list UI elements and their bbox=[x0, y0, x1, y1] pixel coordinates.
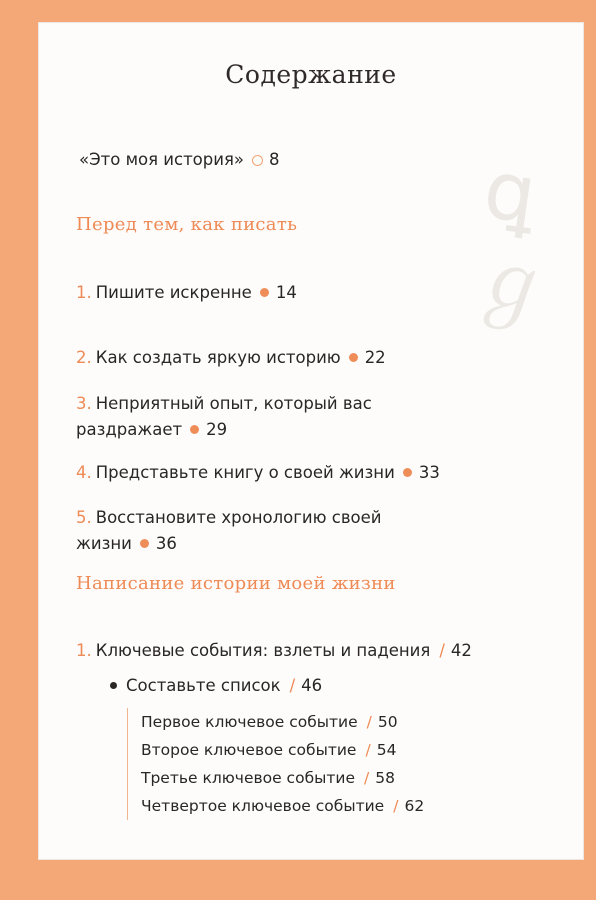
item-number: 1. bbox=[76, 641, 92, 660]
slash-separator-icon: / bbox=[289, 676, 296, 695]
item-number: 4. bbox=[76, 463, 92, 482]
nested-subitems bbox=[127, 708, 424, 820]
slash-separator-icon: / bbox=[365, 741, 371, 759]
slash-separator-icon: / bbox=[439, 641, 445, 660]
toc-item-1 bbox=[76, 280, 466, 306]
subsubitem-label: Первое ключевое событие bbox=[141, 713, 358, 731]
subsubitem-label: Второе ключевое событие bbox=[141, 741, 357, 759]
toc-subitem-make-list bbox=[110, 676, 322, 695]
slash-separator-icon: / bbox=[393, 797, 399, 815]
item-page: 33 bbox=[418, 463, 440, 482]
dot-bullet-icon bbox=[260, 288, 269, 297]
item-label: Пишите искренне bbox=[95, 283, 252, 302]
item-page: 14 bbox=[275, 283, 297, 302]
item-label-line-1: Неприятный опыт, который вас bbox=[95, 394, 372, 413]
section-heading-before-writing: Перед тем, как писать bbox=[76, 214, 298, 235]
dot-bullet-icon bbox=[403, 468, 412, 477]
page-title: Содержание bbox=[225, 60, 397, 89]
intro-label: «Это моя история» bbox=[79, 150, 244, 169]
item-page: 22 bbox=[364, 348, 386, 367]
subsubitem-page: 50 bbox=[377, 713, 398, 731]
toc-item-4 bbox=[76, 460, 466, 486]
book-page bbox=[38, 22, 584, 860]
item-label: Как создать яркую историю bbox=[95, 348, 341, 367]
subitem-label: Составьте список bbox=[126, 676, 281, 695]
slash-separator-icon: / bbox=[366, 713, 372, 731]
toc-item-3 bbox=[76, 391, 466, 443]
item-number: 1. bbox=[76, 283, 92, 302]
item-label: Ключевые события: взлеты и падения bbox=[95, 641, 431, 660]
item-number: 2. bbox=[76, 348, 92, 367]
intro-page: 8 bbox=[269, 150, 280, 169]
subsubitem-page: 58 bbox=[375, 769, 395, 787]
toc-item-5 bbox=[76, 505, 466, 557]
subsubitem-label: Четвертое ключевое событие bbox=[141, 797, 385, 815]
item-number: 3. bbox=[76, 394, 92, 413]
toc-subsubitem-2 bbox=[141, 736, 424, 764]
black-bullet-icon bbox=[110, 682, 117, 689]
toc-intro-entry bbox=[79, 150, 280, 169]
background-scribble: ꝗ ℊ bbox=[465, 142, 559, 335]
toc-subsubitem-3 bbox=[141, 764, 424, 792]
item-number: 5. bbox=[76, 508, 92, 527]
item-label-line-2: жизни bbox=[76, 534, 132, 553]
toc-item-2 bbox=[76, 345, 466, 371]
dot-bullet-icon bbox=[140, 539, 149, 548]
slash-separator-icon: / bbox=[364, 769, 370, 787]
subsubitem-page: 54 bbox=[376, 741, 397, 759]
subsubitem-page: 62 bbox=[404, 797, 425, 815]
item-label: Представьте книгу о своей жизни bbox=[95, 463, 395, 482]
toc-subsubitem-4 bbox=[141, 792, 424, 820]
item-label-line-2: раздражает bbox=[76, 420, 183, 439]
toc-subsubitem-1 bbox=[141, 708, 424, 736]
dot-bullet-icon bbox=[349, 353, 358, 362]
subitem-page: 46 bbox=[301, 676, 323, 695]
dot-bullet-icon bbox=[190, 425, 199, 434]
section-heading-writing-story: Написание истории моей жизни bbox=[76, 573, 396, 594]
item-label-line-1: Восстановите хронологию своей bbox=[95, 508, 382, 527]
subsubitem-label: Третье ключевое событие bbox=[141, 769, 356, 787]
item-page: 29 bbox=[206, 420, 228, 439]
item-page: 36 bbox=[155, 534, 177, 553]
ring-bullet-icon bbox=[252, 155, 263, 166]
item-page: 42 bbox=[450, 641, 472, 660]
toc-item-key-events bbox=[76, 638, 536, 664]
